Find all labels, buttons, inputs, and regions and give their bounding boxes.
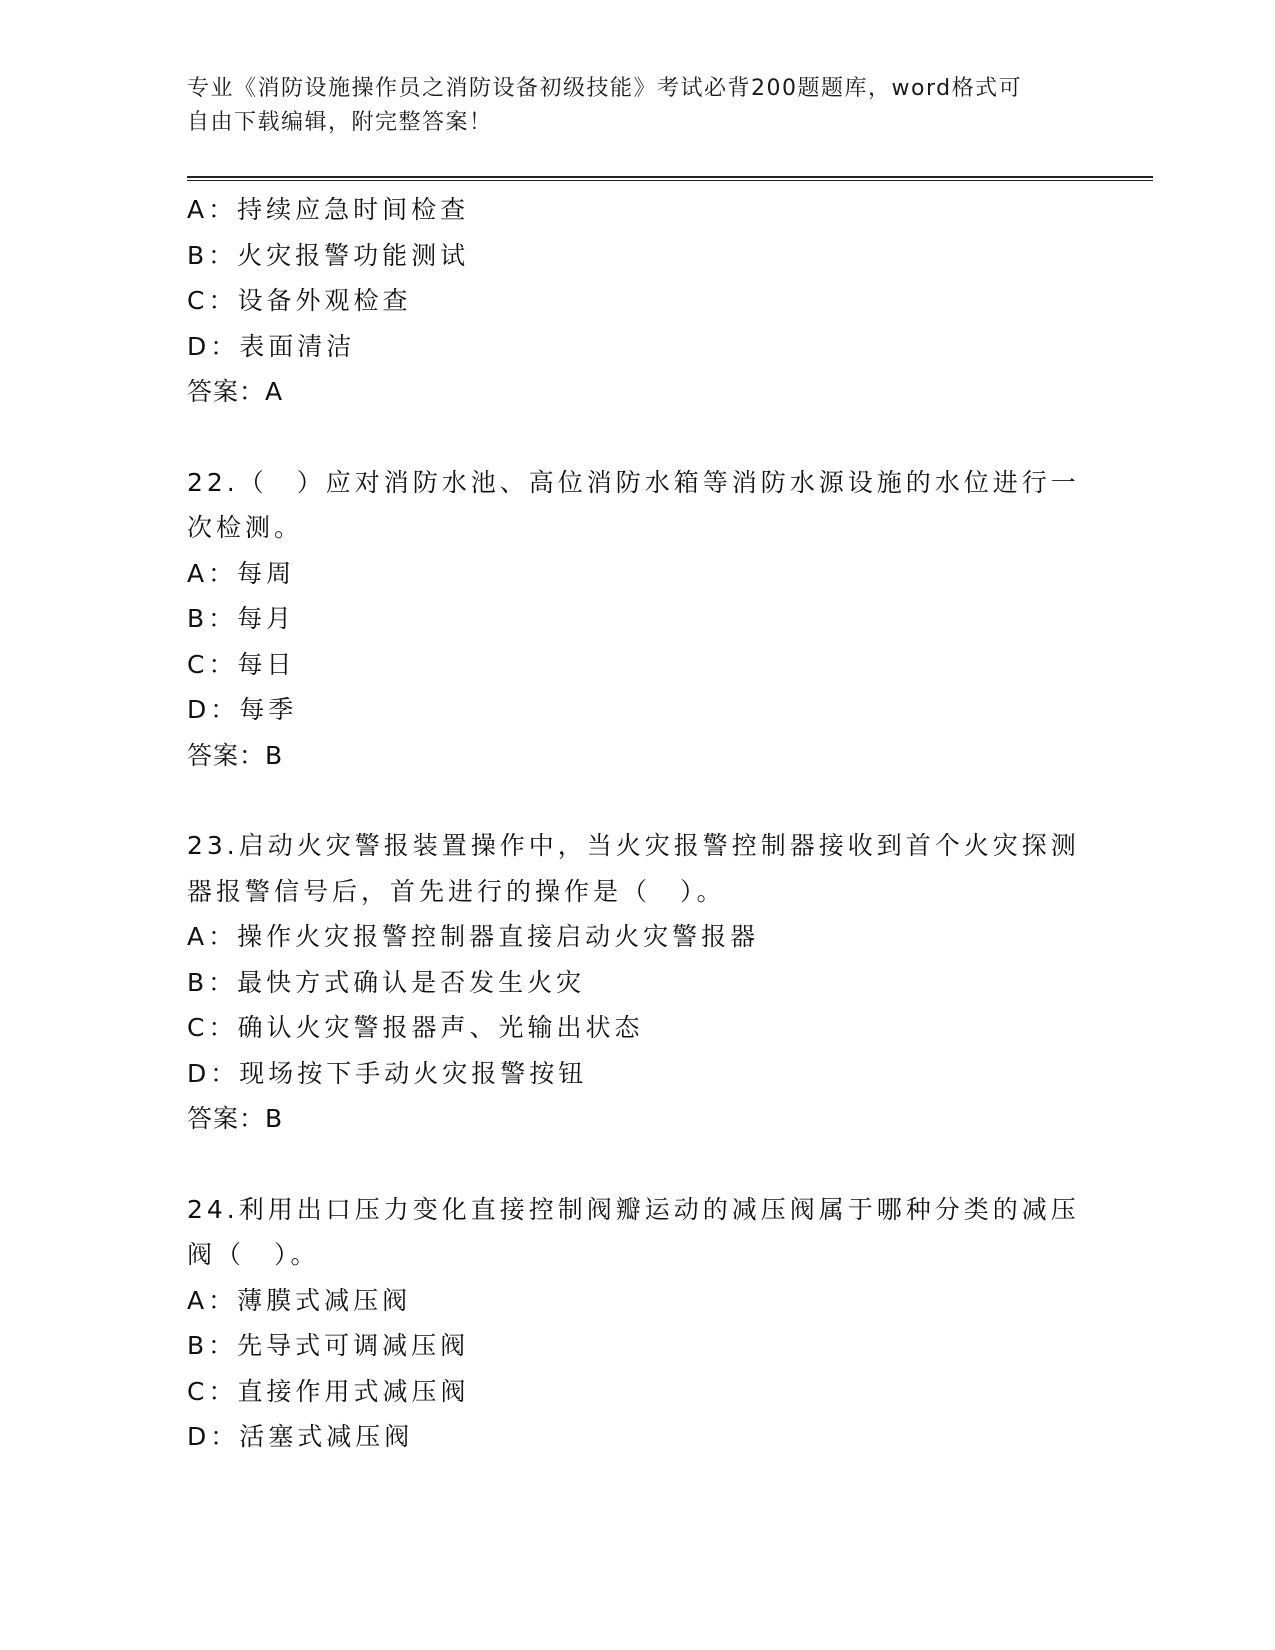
- question-stem-line-2: 器报警信号后，首先进行的操作是（ ）。: [187, 876, 726, 906]
- option-a: A：薄膜式减压阀: [187, 1285, 412, 1315]
- option-b: B：最快方式确认是否发生火灾: [187, 967, 586, 997]
- option-c: C：直接作用式减压阀: [187, 1376, 470, 1406]
- document-header: [187, 72, 1067, 140]
- question-22: [187, 460, 1087, 779]
- question-stem-line-2: 次检测。: [187, 513, 304, 542]
- option-d: D：现场按下手动火灾报警按钮: [187, 1058, 588, 1088]
- question-stem-line-2: 阀（ ）。: [187, 1240, 320, 1269]
- header-line-1: 专业《消防设施操作员之消防设备初级技能》考试必背200题题库，word格式可: [187, 76, 1023, 101]
- option-d: D：活塞式减压阀: [187, 1422, 414, 1451]
- question-stem-line-1: 23.启动火灾警报装置操作中，当火灾报警控制器接收到首个火灾探测: [187, 831, 1080, 860]
- header-divider: [187, 176, 1153, 181]
- answer: 答案：B: [187, 740, 284, 770]
- option-c: C：每日: [187, 649, 296, 679]
- answer: 答案：B: [187, 1104, 284, 1133]
- question-21: [187, 187, 1087, 415]
- option-b: B：火灾报警功能测试: [187, 240, 470, 270]
- spacer: [187, 778, 1087, 823]
- spacer: [187, 415, 1087, 460]
- option-a: A：持续应急时间检查: [187, 195, 470, 224]
- question-stem-line-1: 22.（ ）应对消防水池、高位消防水箱等消防水源设施的水位进行一: [187, 467, 1080, 497]
- option-d: D：表面清洁: [187, 331, 356, 361]
- header-line-2: 自由下载编辑，附完整答案！: [187, 110, 493, 135]
- option-d: D：每季: [187, 695, 298, 724]
- option-a: A：操作火灾报警控制器直接启动火灾警报器: [187, 922, 760, 951]
- option-b: B：先导式可调减压阀: [187, 1331, 470, 1360]
- spacer: [187, 1142, 1087, 1187]
- question-23: [187, 823, 1087, 1142]
- option-b: B：每月: [187, 604, 296, 633]
- question-24: [187, 1187, 1087, 1460]
- option-c: C：设备外观检查: [187, 286, 412, 315]
- question-list: [187, 187, 1087, 1460]
- question-stem-line-1: 24.利用出口压力变化直接控制阀瓣运动的减压阀属于哪种分类的减压: [187, 1194, 1080, 1224]
- answer: 答案：A: [187, 377, 284, 406]
- option-c: C：确认火灾警报器声、光输出状态: [187, 1013, 644, 1042]
- option-a: A：每周: [187, 558, 296, 588]
